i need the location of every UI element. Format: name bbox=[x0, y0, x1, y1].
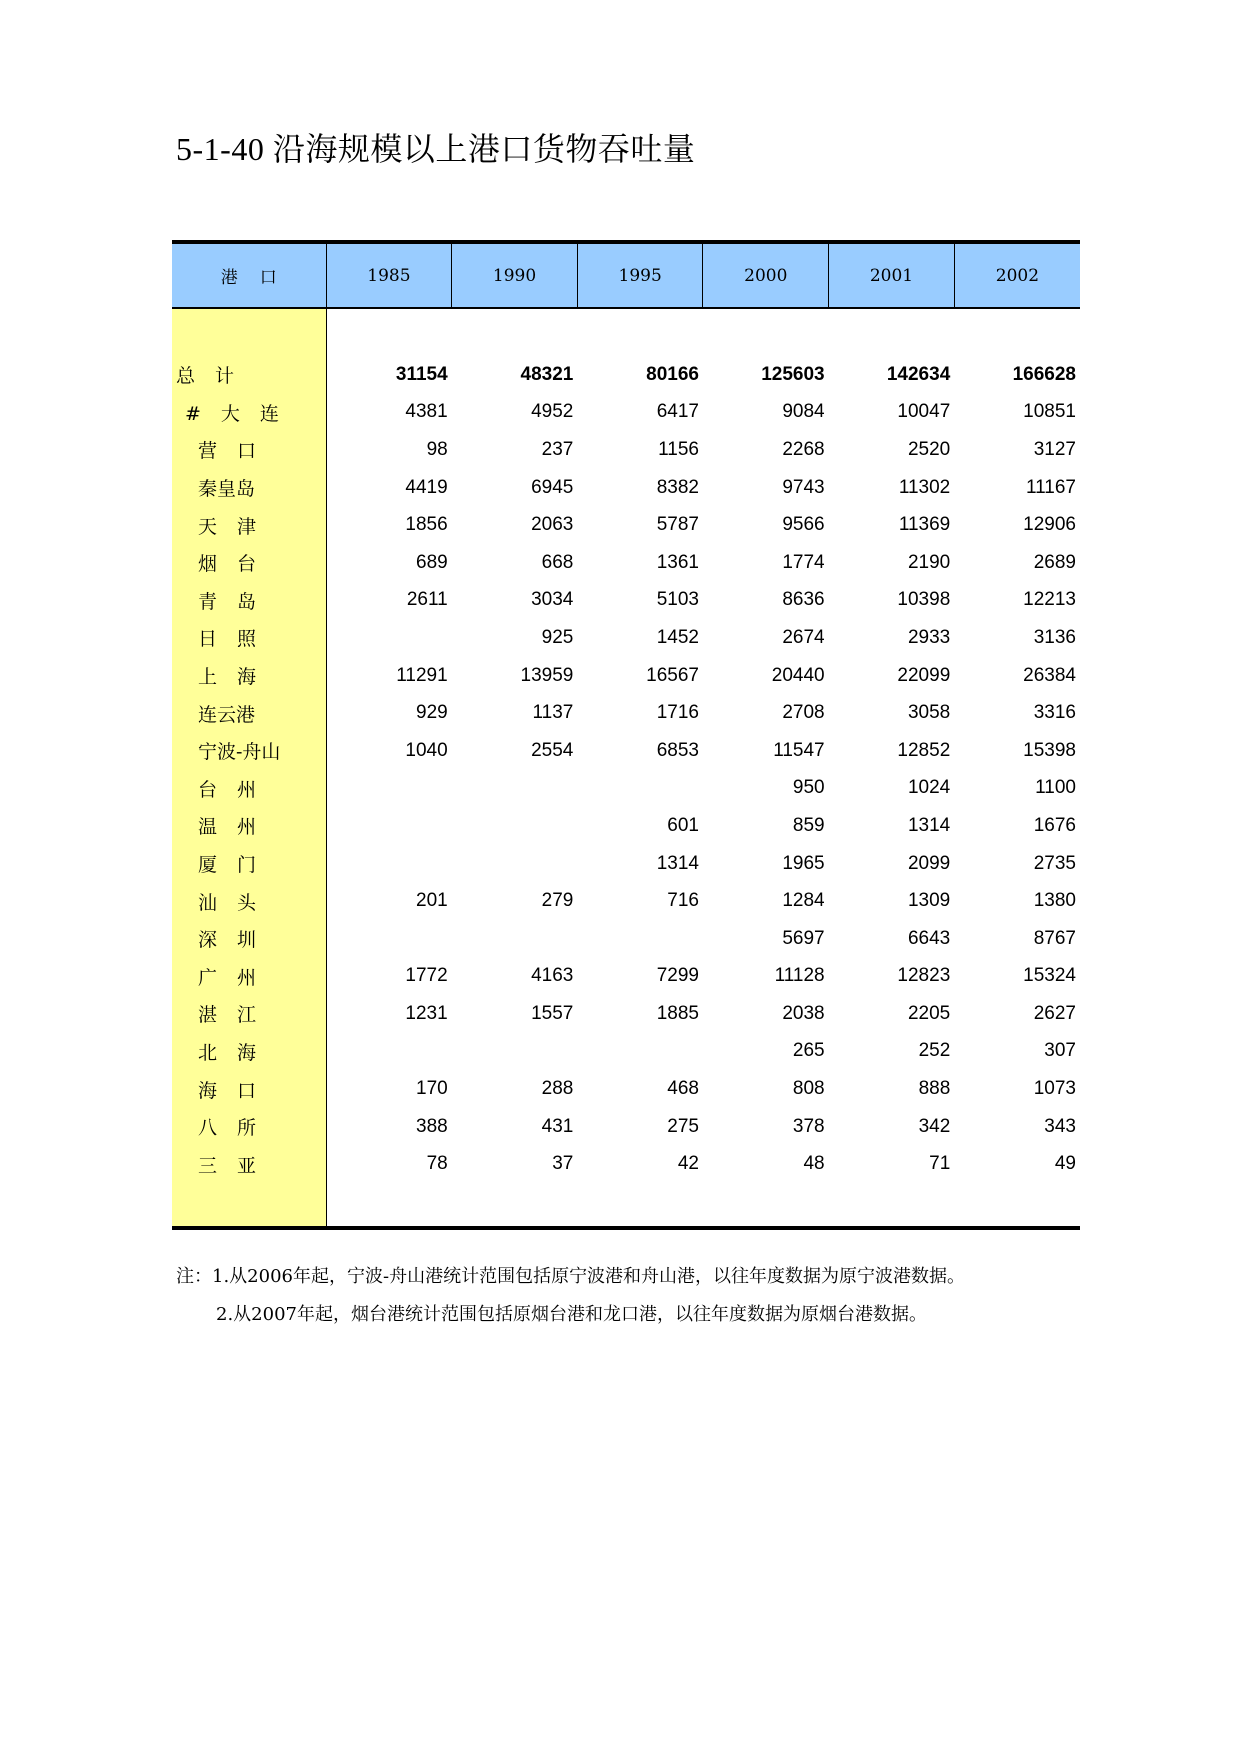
cell-value bbox=[452, 1033, 578, 1071]
cell-value: 307 bbox=[1044, 1040, 1076, 1062]
table-row bbox=[172, 770, 1080, 808]
cell-value: 201 bbox=[416, 890, 448, 912]
cell-value: 8767 bbox=[1033, 927, 1076, 949]
cell-value: 10398 bbox=[897, 589, 951, 611]
cell-value: 343 bbox=[1044, 1115, 1076, 1137]
port-name: 烟台 bbox=[198, 553, 277, 576]
cell-value: 2627 bbox=[1033, 1002, 1076, 1024]
port-name: 宁波-舟山 bbox=[198, 741, 281, 764]
port-name-cell bbox=[172, 582, 326, 620]
cell-value: 388 bbox=[416, 1115, 448, 1137]
throughput-table bbox=[172, 240, 1080, 1230]
port-name: 深圳 bbox=[198, 929, 277, 952]
port-name-cell bbox=[172, 1145, 326, 1183]
table-row bbox=[172, 394, 1080, 432]
cell-value: 7299 bbox=[656, 965, 699, 987]
cell-value: 689 bbox=[416, 551, 448, 573]
cell-value: 1856 bbox=[405, 514, 448, 536]
total-value: 48321 bbox=[520, 363, 574, 385]
cell-value: 12823 bbox=[897, 965, 951, 987]
cell-value: 2268 bbox=[782, 438, 825, 460]
cell-value: 6853 bbox=[656, 739, 699, 761]
cell-value: 8636 bbox=[782, 589, 825, 611]
cell-value: 1137 bbox=[532, 702, 574, 724]
table-row bbox=[172, 882, 1080, 920]
cell-value: 11291 bbox=[396, 664, 448, 686]
column-header-year: 1995 bbox=[577, 242, 703, 308]
cell-value: 4163 bbox=[531, 965, 574, 987]
page-title: 5-1-40 沿海规模以上港口货物吞吐量 bbox=[176, 131, 696, 167]
port-name: 秦皇岛 bbox=[198, 478, 256, 501]
table-row bbox=[172, 958, 1080, 996]
cell-value: 5697 bbox=[782, 927, 825, 949]
cell-value: 78 bbox=[426, 1153, 448, 1175]
cell-value: 11547 bbox=[773, 739, 825, 761]
port-name-cell bbox=[172, 995, 326, 1033]
cell-value: 42 bbox=[677, 1153, 699, 1175]
cell-value: 2554 bbox=[531, 739, 574, 761]
cell-value: 13959 bbox=[520, 664, 574, 686]
cell-value: 5103 bbox=[656, 589, 699, 611]
port-name-cell bbox=[172, 807, 326, 845]
cell-value: 20440 bbox=[771, 664, 825, 686]
port-name: 湛江 bbox=[198, 1004, 277, 1027]
port-name: #大连 bbox=[185, 402, 299, 425]
cell-value: 1361 bbox=[656, 551, 699, 573]
cell-value: 1774 bbox=[782, 551, 825, 573]
cell-value bbox=[577, 920, 703, 958]
cell-value: 2708 bbox=[782, 702, 825, 724]
cell-value: 9084 bbox=[782, 401, 825, 423]
table-row bbox=[172, 582, 1080, 620]
total-value: 31154 bbox=[395, 363, 448, 385]
port-name: 日照 bbox=[198, 628, 277, 651]
cell-value bbox=[326, 1033, 452, 1071]
cell-value bbox=[577, 1033, 703, 1071]
cell-value: 15324 bbox=[1023, 965, 1076, 987]
cell-value bbox=[452, 770, 578, 808]
cell-value: 1314 bbox=[656, 852, 699, 874]
port-name-cell bbox=[172, 619, 326, 657]
cell-value: 8382 bbox=[656, 476, 699, 498]
footnote-1: 注：1.从2006年起，宁波-舟山港统计范围包括原宁波港和舟山港，以往年度数据为原宁波港数据。 bbox=[176, 1266, 966, 1287]
cell-value bbox=[326, 920, 452, 958]
cell-value: 2099 bbox=[907, 852, 951, 874]
cell-value: 4419 bbox=[405, 476, 448, 498]
port-name: 青岛 bbox=[198, 590, 277, 613]
header-row bbox=[172, 242, 1080, 308]
cell-value: 808 bbox=[792, 1078, 825, 1100]
cell-value: 2611 bbox=[406, 589, 448, 611]
port-name: 营口 bbox=[198, 440, 277, 463]
cell-value: 2674 bbox=[782, 626, 825, 648]
cell-value: 10047 bbox=[897, 401, 951, 423]
cell-value: 16567 bbox=[646, 664, 699, 686]
cell-value: 9743 bbox=[782, 476, 825, 498]
total-value: 80166 bbox=[646, 363, 699, 385]
table-row bbox=[172, 657, 1080, 695]
table-row bbox=[172, 506, 1080, 544]
spacer-row bbox=[172, 308, 1080, 356]
port-name: 台州 bbox=[198, 778, 277, 801]
port-name: 北海 bbox=[198, 1041, 277, 1064]
column-header-year: 1985 bbox=[326, 242, 452, 308]
table-row bbox=[172, 1145, 1080, 1183]
cell-value: 668 bbox=[541, 551, 574, 573]
port-name-cell bbox=[172, 1070, 326, 1108]
port-name-cell bbox=[172, 469, 326, 507]
table-row bbox=[172, 1033, 1080, 1071]
cell-value: 6643 bbox=[907, 927, 951, 949]
cell-value: 1965 bbox=[782, 852, 825, 874]
total-value: 142634 bbox=[886, 363, 951, 385]
cell-value: 2038 bbox=[782, 1002, 825, 1024]
cell-value: 1309 bbox=[907, 890, 951, 912]
cell-value: 2735 bbox=[1033, 852, 1076, 874]
cell-value: 71 bbox=[929, 1153, 951, 1175]
cell-value: 716 bbox=[667, 890, 699, 912]
cell-value: 2063 bbox=[531, 514, 574, 536]
cell-value: 6945 bbox=[531, 476, 574, 498]
cell-value: 601 bbox=[667, 814, 699, 836]
port-name-cell bbox=[172, 544, 326, 582]
cell-value: 1676 bbox=[1033, 814, 1076, 836]
cell-value: 4952 bbox=[531, 401, 574, 423]
table-row bbox=[172, 807, 1080, 845]
cell-value bbox=[326, 807, 452, 845]
port-name: 海口 bbox=[198, 1079, 277, 1102]
cell-value bbox=[326, 619, 452, 657]
cell-value: 2520 bbox=[907, 438, 951, 460]
cell-value: 12852 bbox=[897, 739, 951, 761]
total-value: 125603 bbox=[761, 363, 825, 385]
cell-value: 1314 bbox=[907, 814, 951, 836]
cell-value: 98 bbox=[426, 438, 448, 460]
cell-value: 888 bbox=[918, 1078, 951, 1100]
cell-value: 265 bbox=[792, 1040, 825, 1062]
port-name-cell bbox=[172, 920, 326, 958]
table-row bbox=[172, 845, 1080, 883]
cell-value: 11369 bbox=[898, 514, 951, 536]
cell-value: 950 bbox=[792, 777, 825, 799]
port-name: 汕头 bbox=[198, 891, 277, 914]
throughput-table-container bbox=[172, 240, 1080, 1230]
cell-value: 11128 bbox=[774, 965, 825, 987]
cell-value: 275 bbox=[667, 1115, 699, 1137]
cell-value: 11302 bbox=[898, 476, 951, 498]
port-name-cell bbox=[172, 1033, 326, 1071]
cell-value: 1040 bbox=[405, 739, 448, 761]
port-name-cell bbox=[172, 1108, 326, 1146]
table-row bbox=[172, 995, 1080, 1033]
spacer-row bbox=[172, 1183, 1080, 1228]
cell-value: 37 bbox=[552, 1153, 574, 1175]
port-name-cell bbox=[172, 770, 326, 808]
cell-value: 2205 bbox=[907, 1002, 951, 1024]
column-header-port: 港口 bbox=[172, 242, 326, 308]
cell-value: 1772 bbox=[405, 965, 448, 987]
cell-value: 252 bbox=[918, 1040, 951, 1062]
cell-value: 12213 bbox=[1023, 589, 1076, 611]
cell-value: 9566 bbox=[782, 514, 825, 536]
cell-value bbox=[452, 845, 578, 883]
cell-value: 10851 bbox=[1023, 401, 1076, 423]
cell-value: 1716 bbox=[656, 702, 699, 724]
cell-value: 1885 bbox=[656, 1002, 699, 1024]
cell-value: 170 bbox=[416, 1078, 448, 1100]
port-name: 天津 bbox=[198, 515, 277, 538]
table-row bbox=[172, 1108, 1080, 1146]
cell-value: 4381 bbox=[405, 401, 448, 423]
column-header-year: 2000 bbox=[703, 242, 829, 308]
cell-value: 929 bbox=[416, 702, 448, 724]
cell-value bbox=[326, 845, 452, 883]
port-name-cell bbox=[172, 882, 326, 920]
cell-value: 15398 bbox=[1023, 739, 1076, 761]
total-row bbox=[172, 356, 1080, 394]
cell-value bbox=[452, 807, 578, 845]
cell-value bbox=[326, 770, 452, 808]
footnote-2: 2.从2007年起，烟台港统计范围包括原烟台港和龙口港，以往年度数据为原烟台港数据。 bbox=[216, 1304, 927, 1325]
cell-value: 1156 bbox=[658, 438, 699, 460]
table-row bbox=[172, 544, 1080, 582]
table-row bbox=[172, 694, 1080, 732]
port-name-cell bbox=[172, 694, 326, 732]
table-row bbox=[172, 920, 1080, 958]
port-name-cell bbox=[172, 958, 326, 996]
cell-value: 2933 bbox=[907, 626, 951, 648]
cell-value: 6417 bbox=[656, 401, 699, 423]
cell-value bbox=[452, 920, 578, 958]
port-name-cell bbox=[172, 431, 326, 469]
port-name-cell bbox=[172, 394, 326, 432]
port-name: 广州 bbox=[198, 966, 277, 989]
cell-value: 5787 bbox=[656, 514, 699, 536]
cell-value: 3034 bbox=[531, 589, 574, 611]
column-header-year: 1990 bbox=[452, 242, 578, 308]
table-body bbox=[172, 308, 1080, 1228]
cell-value: 49 bbox=[1054, 1153, 1076, 1175]
cell-value: 48 bbox=[803, 1153, 825, 1175]
port-name: 连云港 bbox=[198, 703, 256, 726]
cell-value: 2190 bbox=[907, 551, 951, 573]
cell-value: 859 bbox=[792, 814, 825, 836]
cell-value: 22099 bbox=[897, 664, 951, 686]
port-name: 八所 bbox=[198, 1117, 277, 1140]
cell-value: 12906 bbox=[1023, 514, 1076, 536]
cell-value: 1231 bbox=[405, 1002, 448, 1024]
cell-value: 468 bbox=[667, 1078, 699, 1100]
port-name-cell bbox=[172, 732, 326, 770]
cell-value: 279 bbox=[541, 890, 574, 912]
cell-value: 1284 bbox=[782, 890, 825, 912]
cell-value: 1024 bbox=[907, 777, 951, 799]
cell-value: 3136 bbox=[1033, 626, 1076, 648]
table-row bbox=[172, 1070, 1080, 1108]
cell-value: 1452 bbox=[656, 626, 699, 648]
cell-value: 237 bbox=[541, 438, 574, 460]
table-row bbox=[172, 469, 1080, 507]
port-name-cell bbox=[172, 657, 326, 695]
port-name: 三亚 bbox=[198, 1154, 277, 1177]
cell-value: 11167 bbox=[1025, 476, 1076, 498]
port-name-cell bbox=[172, 845, 326, 883]
cell-value: 925 bbox=[541, 626, 574, 648]
cell-value: 1380 bbox=[1033, 890, 1076, 912]
footnotes bbox=[176, 1258, 965, 1334]
cell-value: 3127 bbox=[1033, 438, 1076, 460]
column-header-year: 2001 bbox=[829, 242, 955, 308]
column-header-year: 2002 bbox=[954, 242, 1080, 308]
total-value: 166628 bbox=[1012, 363, 1076, 385]
cell-value bbox=[577, 770, 703, 808]
cell-value: 431 bbox=[541, 1115, 574, 1137]
cell-value: 378 bbox=[792, 1115, 825, 1137]
port-name: 厦门 bbox=[198, 854, 277, 877]
table-row bbox=[172, 431, 1080, 469]
cell-value: 3316 bbox=[1033, 702, 1076, 724]
table-row bbox=[172, 732, 1080, 770]
cell-value: 2689 bbox=[1033, 551, 1076, 573]
cell-value: 342 bbox=[918, 1115, 951, 1137]
table-row bbox=[172, 619, 1080, 657]
cell-value: 3058 bbox=[907, 702, 951, 724]
port-name: 温州 bbox=[198, 816, 277, 839]
port-name: 上海 bbox=[198, 666, 277, 689]
total-label: 总计 bbox=[172, 356, 326, 394]
cell-value: 1557 bbox=[531, 1002, 574, 1024]
cell-value: 288 bbox=[541, 1078, 574, 1100]
cell-value: 1073 bbox=[1033, 1078, 1076, 1100]
cell-value: 1100 bbox=[1035, 777, 1076, 799]
port-name-cell bbox=[172, 506, 326, 544]
cell-value: 26384 bbox=[1023, 664, 1076, 686]
